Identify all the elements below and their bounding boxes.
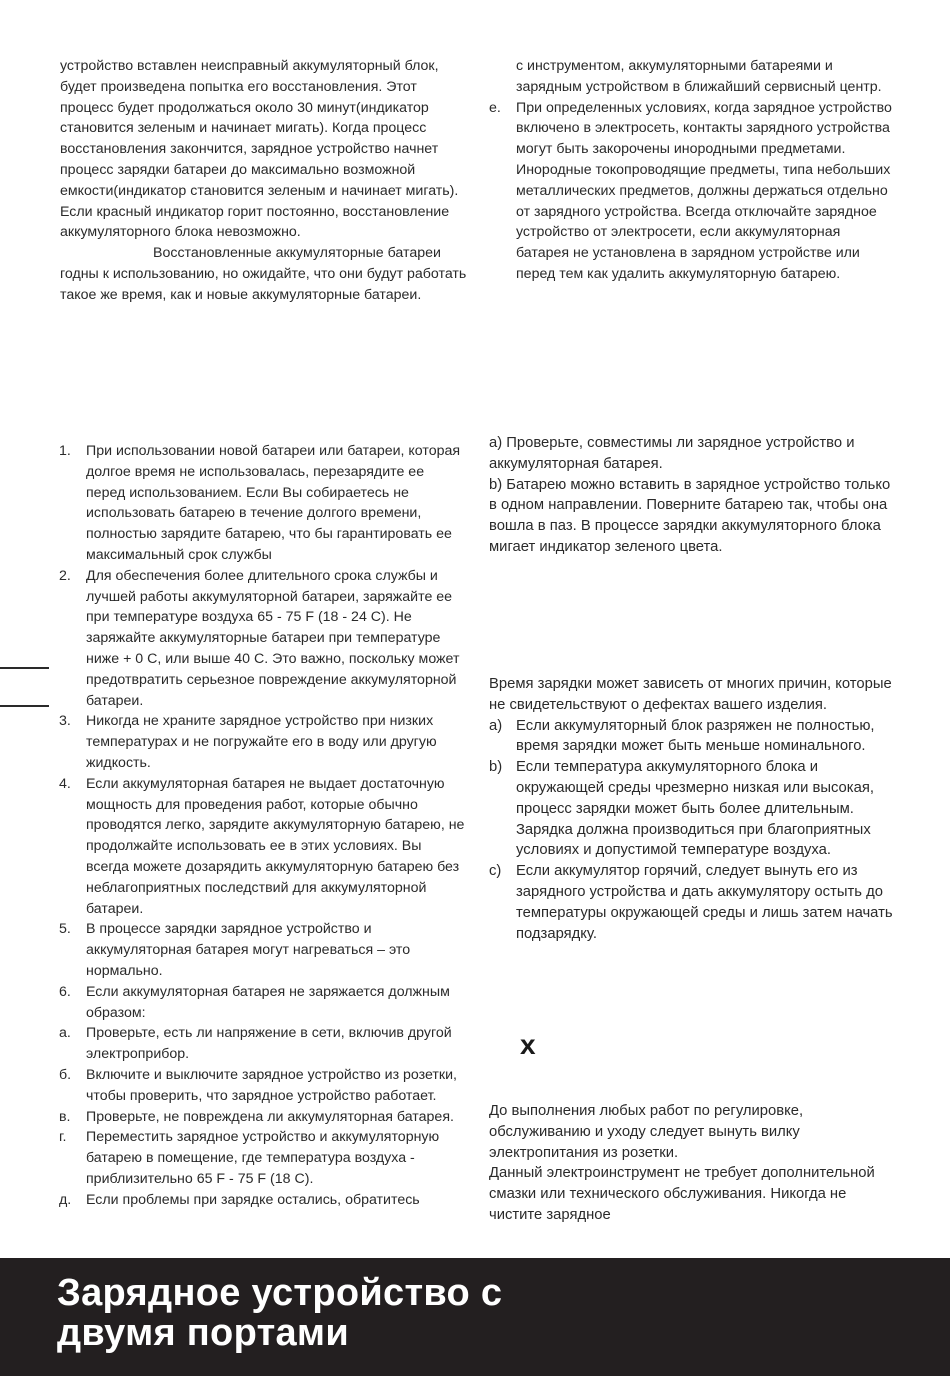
list-marker: в. (59, 1108, 71, 1125)
list-item-text: В процессе зарядки зарядное устройство и аккумуляторная батарея могут нагреваться – это нормально. (86, 921, 411, 979)
maintenance-unplug-paragraph: До выполнения любых работ по регулировке, обслуживанию и уходу следует вынуть вилку электропитания из розетки. (489, 1103, 804, 1161)
list-item (59, 1107, 467, 1128)
list-item (489, 716, 894, 758)
margin-rule (0, 667, 49, 669)
left-top-text (60, 56, 470, 306)
maintenance-no-lubrication-paragraph: Данный электроинструмент не требует дополнительной смазки или технического обслуживания. Никогда не чистите зарядное (489, 1165, 875, 1223)
list-item-text: Если аккумуляторная батарея не выдает достаточную мощность для проведения работ, которые обычно проводятся легко, зарядите аккумуляторную батарею, не продолжайте использовать ее в этих условиях. Вы всегда можете дозарядить аккумуляторную батарею без неблагоприятных последствий для аккумуляторной батареи. (86, 775, 465, 917)
recovered-batteries-paragraph: Восстановленные аккумуляторные батареи годны к использованию, но ожидайте, что они будут работать такое же время, как и новые аккумуляторные батареи. (60, 245, 467, 303)
list-marker: 6. (59, 983, 71, 1000)
footer-banner (0, 1258, 950, 1376)
list-marker: a) (489, 717, 503, 734)
list-item (59, 441, 467, 566)
list-item-text: Для обеспечения более длительного срока службы и лучшей работы аккумуляторной батареи, заряжайте ее при температуре воздуха 65 - 75 F (18 - 24 C). Не заряжайте аккумуляторные батареи при температуре ниже + 0 C, или выше 40 C. Это важно, поскольку может предотвратить серьезное повреждение аккумуляторной батареи. (86, 567, 460, 709)
battery-care-list (59, 441, 467, 1210)
list-item (59, 1127, 467, 1189)
battery-insert-instruction: b) Батарею можно вставить в зарядное устройство только в одном направлении. Поверните батарею так, чтобы она вошла в паз. В процессе зарядки аккумуляторного блока мигает индикатор зеленого цвета. (489, 476, 891, 555)
list-marker: a. (59, 1025, 71, 1042)
list-marker: 2. (59, 567, 71, 584)
list-marker: б. (59, 1066, 72, 1083)
list-item-text: Включите и выключите зарядное устройство из розетки, чтобы проверить, что зарядное устройство работает. (86, 1066, 457, 1104)
list-marker: 1. (59, 443, 71, 459)
list-marker: c) (489, 863, 502, 880)
section-title (57, 1273, 502, 1353)
list-item (59, 711, 467, 773)
maintenance-section (489, 1101, 894, 1226)
section-title-line-2: двумя портами (57, 1312, 349, 1354)
list-item (59, 982, 467, 1024)
list-item (59, 1190, 467, 1211)
list-item-text: Никогда не храните зарядное устройство при низких температурах и не погружайте его в воду или другую жидкость. (86, 713, 437, 771)
list-item (489, 757, 894, 861)
list-item-text: Если проблемы при зарядке остались, обратитесь (86, 1191, 420, 1208)
list-item-text: Проверьте, не повреждена ли аккумуляторная батарея. (86, 1108, 454, 1125)
list-marker: b) (489, 759, 503, 776)
list-item-text: Если температура аккумуляторного блока и окружающей среды чрезмерно низкая или высокая, процесс зарядки может быть более длительным. Зарядка должна производиться при благоприятных условиях и допустимой температуре воздуха. (516, 759, 874, 859)
list-marker: 4. (59, 775, 71, 792)
list-marker: д. (59, 1191, 72, 1208)
list-marker: 5. (59, 921, 71, 938)
x-mark-symbol: x (520, 1029, 536, 1060)
list-marker: 3. (59, 713, 71, 730)
list-item (59, 1065, 467, 1107)
list-marker: e. (489, 99, 501, 116)
list-item-text: Если аккумулятор горячий, следует вынуть его из зарядного устройства и дать аккумулятору остыть до температуры окружающей среды и лишь затем начать подзарядку. (516, 863, 893, 942)
recovery-paragraph: устройство вставлен неисправный аккумуляторный блок, будет произведена попытка его восстановления. Этот процесс будет продолжаться около 30 минут(индикатор становится зеленым и начинает мигать). Когда процесс восстановления закончится, зарядное устройство начнет процесс зарядки батареи до максимально возможной емкости(индикатор становится зеленым и начинает мигать). Если красный индикатор горит постоянно, восстановление аккумуляторного блока невозможно. (60, 58, 459, 241)
margin-rule (0, 705, 49, 707)
list-item (59, 1023, 467, 1065)
charging-instructions (489, 433, 894, 558)
charge-time-intro: Время зарядки может зависеть от многих причин, которые не свидетельствуют о дефектах вашего изделия. (489, 676, 892, 713)
list-item-text: Проверьте, есть ли напряжение в сети, включив другой электроприбор. (86, 1025, 452, 1063)
service-center-continuation: с инструментом, аккумуляторными батареями и зарядным устройством в ближайший сервисный центр. (516, 58, 882, 95)
list-item-text: Переместить зарядное устройство и аккумуляторную батарею в помещение, где температура воздуха - приблизительно 65 F - 75 F (18 C). (86, 1129, 440, 1187)
list-item (59, 919, 467, 981)
list-item (489, 98, 894, 285)
list-item-text: Если аккумуляторный блок разряжен не полностью, время зарядки может быть меньше номинального. (516, 717, 875, 755)
section-title-line-1: Зарядное устройство с (57, 1272, 503, 1314)
charge-time-section (489, 674, 894, 944)
right-top-text (489, 56, 894, 285)
list-item-text: Если аккумуляторная батарея не заряжается должным образом: (86, 983, 450, 1021)
list-item (489, 861, 894, 944)
list-item (59, 774, 467, 920)
list-item (59, 566, 467, 712)
compatibility-check: a) Проверьте, совместимы ли зарядное устройство и аккумуляторная батарея. (489, 435, 855, 472)
list-item-text: При определенных условиях, когда зарядное устройство включено в электросеть, контакты зарядного устройства могут быть закорочены инородными предметами. Инородные токопроводящие предметы, типа небольших металлических предметов, должны держаться отдельно от зарядного устройства. Всегда отключайте зарядное устройство от электросети, если аккумуляторная батарея не установлена в зарядном устройстве или перед тем как удалить аккумуляторную батарею. (516, 99, 892, 282)
list-marker: г. (59, 1129, 67, 1146)
list-item-text: При использовании новой батареи или батареи, которая долгое время не использовалась, перезарядите ее перед использованием. Если Вы собираетесь не использовать батарею в течение долгого времени, полностью зарядите батарею, что бы гарантировать ее максимальный срок службы (86, 443, 461, 563)
